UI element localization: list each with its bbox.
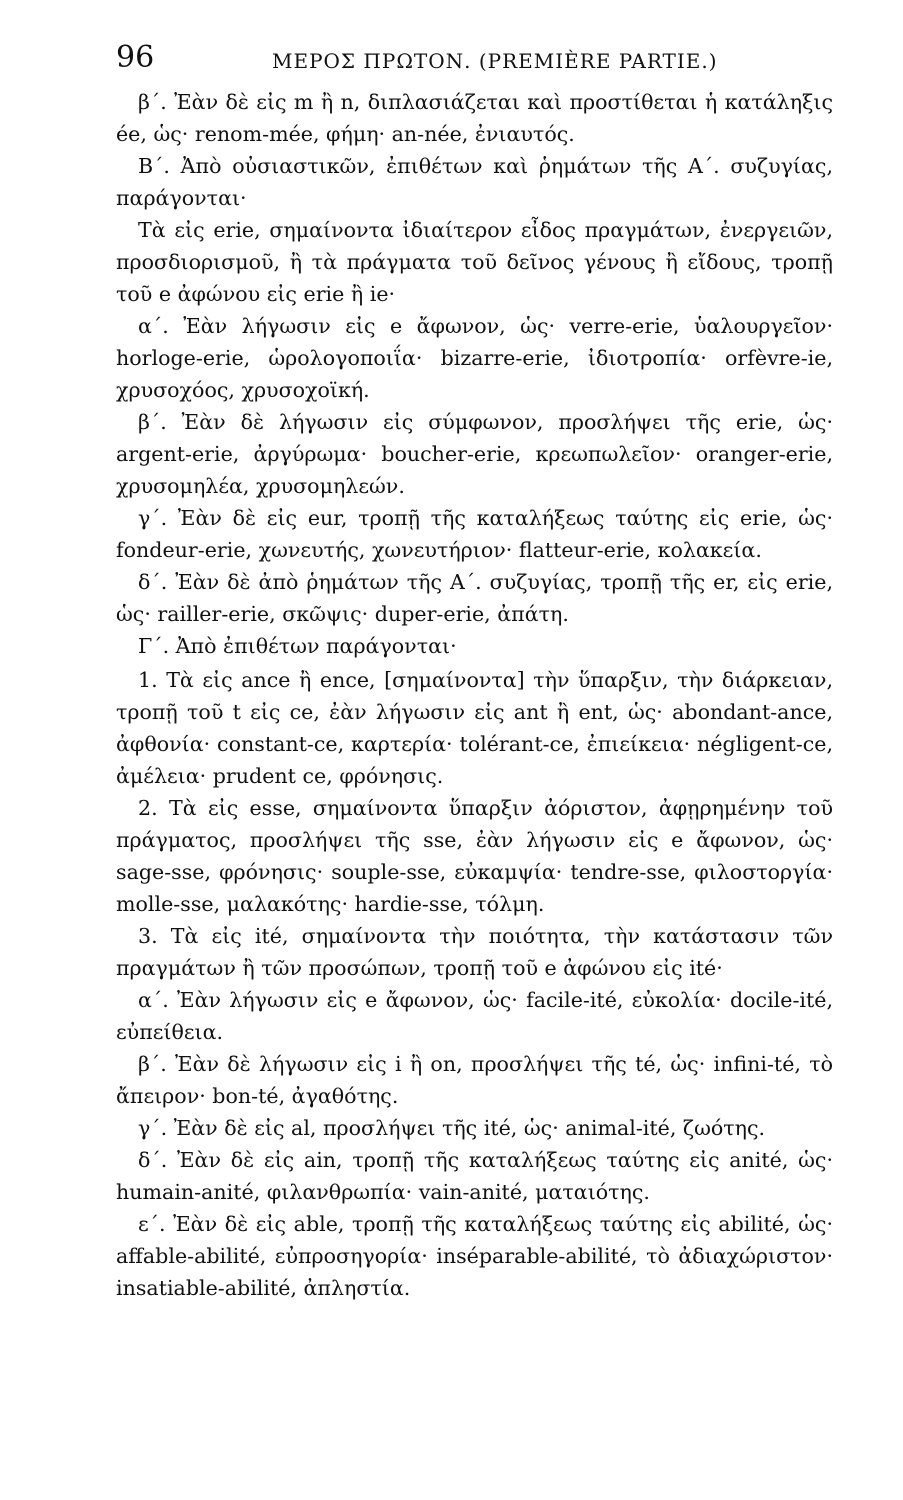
paragraph-13: β΄. Ἐὰν δὲ λήγωσιν εἰς i ἢ on, προσλήψει τῆς té, ὡς· infini-té, τὸ ἄπειρον· bon-té, ἀγαθότης. xyxy=(116,1052,833,1108)
paragraph-2: B΄. Ἀπὸ οὐσιαστικῶν, ἐπιθέτων καὶ ῥημάτων τῆς Α΄. συζυγίας, παράγονται· xyxy=(116,154,833,210)
paragraph-8: Γ΄. Ἀπὸ ἐπιθέτων παράγονται· xyxy=(138,634,457,658)
paragraph-7: δ΄. Ἐὰν δὲ ἀπὸ ῥημάτων τῆς Α΄. συζυγίας, τροπῇ τῆς er, εἰς erie, ὡς· railler-erie, σκῶψις· duper-erie, ἀπάτη. xyxy=(116,570,833,626)
page-header xyxy=(116,38,833,86)
paragraph-15: δ΄. Ἐὰν δὲ εἰς ain, τροπῇ τῆς καταλήξεως ταύτης εἰς anité, ὡς· humain-anité, φιλανθρωπία· vain-anité, ματαιότης. xyxy=(116,1148,833,1204)
page-number: 96 xyxy=(116,40,155,75)
paragraph-3: Τὰ εἰς erie, σημαίνοντα ἰδιαίτερον εἶδος πραγμάτων, ἐνεργειῶν, προσδιορισμοῦ, ἢ τὰ πράγματα τοῦ δεῖνος γένους ἢ εἴδους, τροπῇ τοῦ e ἀφώνου εἰς erie ἢ ie· xyxy=(116,218,833,306)
paragraph-16: ε΄. Ἐὰν δὲ εἰς able, τροπῇ τῆς καταλήξεως ταύτης εἰς abilité, ὡς· affable-abilité, εὐπροσηγορία· inséparable-abilité, τὸ ἀδιαχώριστον· insatiable-abilité, ἀπληστία. xyxy=(116,1212,833,1300)
paragraph-11: 3. Τὰ εἰς ité, σημαίνοντα τὴν ποιότητα, τὴν κατάστασιν τῶν πραγμάτων ἢ τῶν προσώπων, τροπῇ τοῦ e ἀφώνου εἰς ité· xyxy=(116,924,833,980)
paragraph-5: β΄. Ἐὰν δὲ λήγωσιν εἰς σύμφωνον, προσλήψει τῆς erie, ὡς· argent-erie, ἀργύρωμα· boucher-erie, κρεωπωλεῖον· oranger-erie, χρυσομηλέα, χρυσομηλεών. xyxy=(116,410,833,498)
paragraph-1: β΄. Ἐὰν δὲ εἰς m ἢ n, διπλασιάζεται καὶ προστίθεται ἡ κατάληξις ée, ὡς· renom-mée, φήμη· an-née, ἐνιαυτός. xyxy=(116,90,833,146)
paragraph-12: α΄. Ἐὰν λήγωσιν εἰς e ἄφωνον, ὡς· facile-ité, εὐκολία· docile-ité, εὐπείθεια. xyxy=(116,988,833,1044)
running-head: ΜΕΡΟΣ ΠΡΩΤΟΝ. (PREMIÈRE PARTIE.) xyxy=(272,49,718,73)
paragraph-10: 2. Τὰ εἰς esse, σημαίνοντα ὕπαρξιν ἀόριστον, ἀφῃρημένην τοῦ πράγματος, προσλήψει τῆς sse, ἐὰν λήγωσιν εἰς e ἄφωνον, ὡς· sage-sse, φρόνησις· souple-sse, εὐκαμψία· tendre-sse, φιλοστοργία· molle-sse, μαλακότης· hardie-sse, τόλμη. xyxy=(116,796,833,916)
paragraph-14: γ΄. Ἐὰν δὲ εἰς al, προσλήψει τῆς ité, ὡς· animal-ité, ζωότης. xyxy=(138,1116,766,1140)
paragraph-9: 1. Τὰ εἰς ance ἢ ence, [σημαίνοντα] τὴν ὕπαρξιν, τὴν διάρκειαν, τροπῇ τοῦ t εἰς ce, ἐὰν λήγωσιν εἰς ant ἢ ent, ὡς· abondant-ance, ἀφθονία· constant-ce, καρτερία· tolérant-ce, ἐπιείκεια· négligent-ce, ἀμέλεια· prudent ce, φρόνησις. xyxy=(116,668,833,788)
paragraph-6: γ΄. Ἐὰν δὲ εἰς eur, τροπῇ τῆς καταλήξεως ταύτης εἰς erie, ὡς· fondeur-erie, χωνευτής, χωνευτήριον· flatteur-erie, κολακεία. xyxy=(116,506,833,562)
page-content xyxy=(116,86,833,1304)
paragraph-4: α΄. Ἐὰν λήγωσιν εἰς e ἄφωνον, ὡς· verre-erie, ὑαλουργεῖον· horloge-erie, ὡρολογοποιΐα· bizarre-erie, ἰδιοτροπία· orfèvre-ie, χρυσοχόος, χρυσοχοϊκή. xyxy=(116,314,833,402)
